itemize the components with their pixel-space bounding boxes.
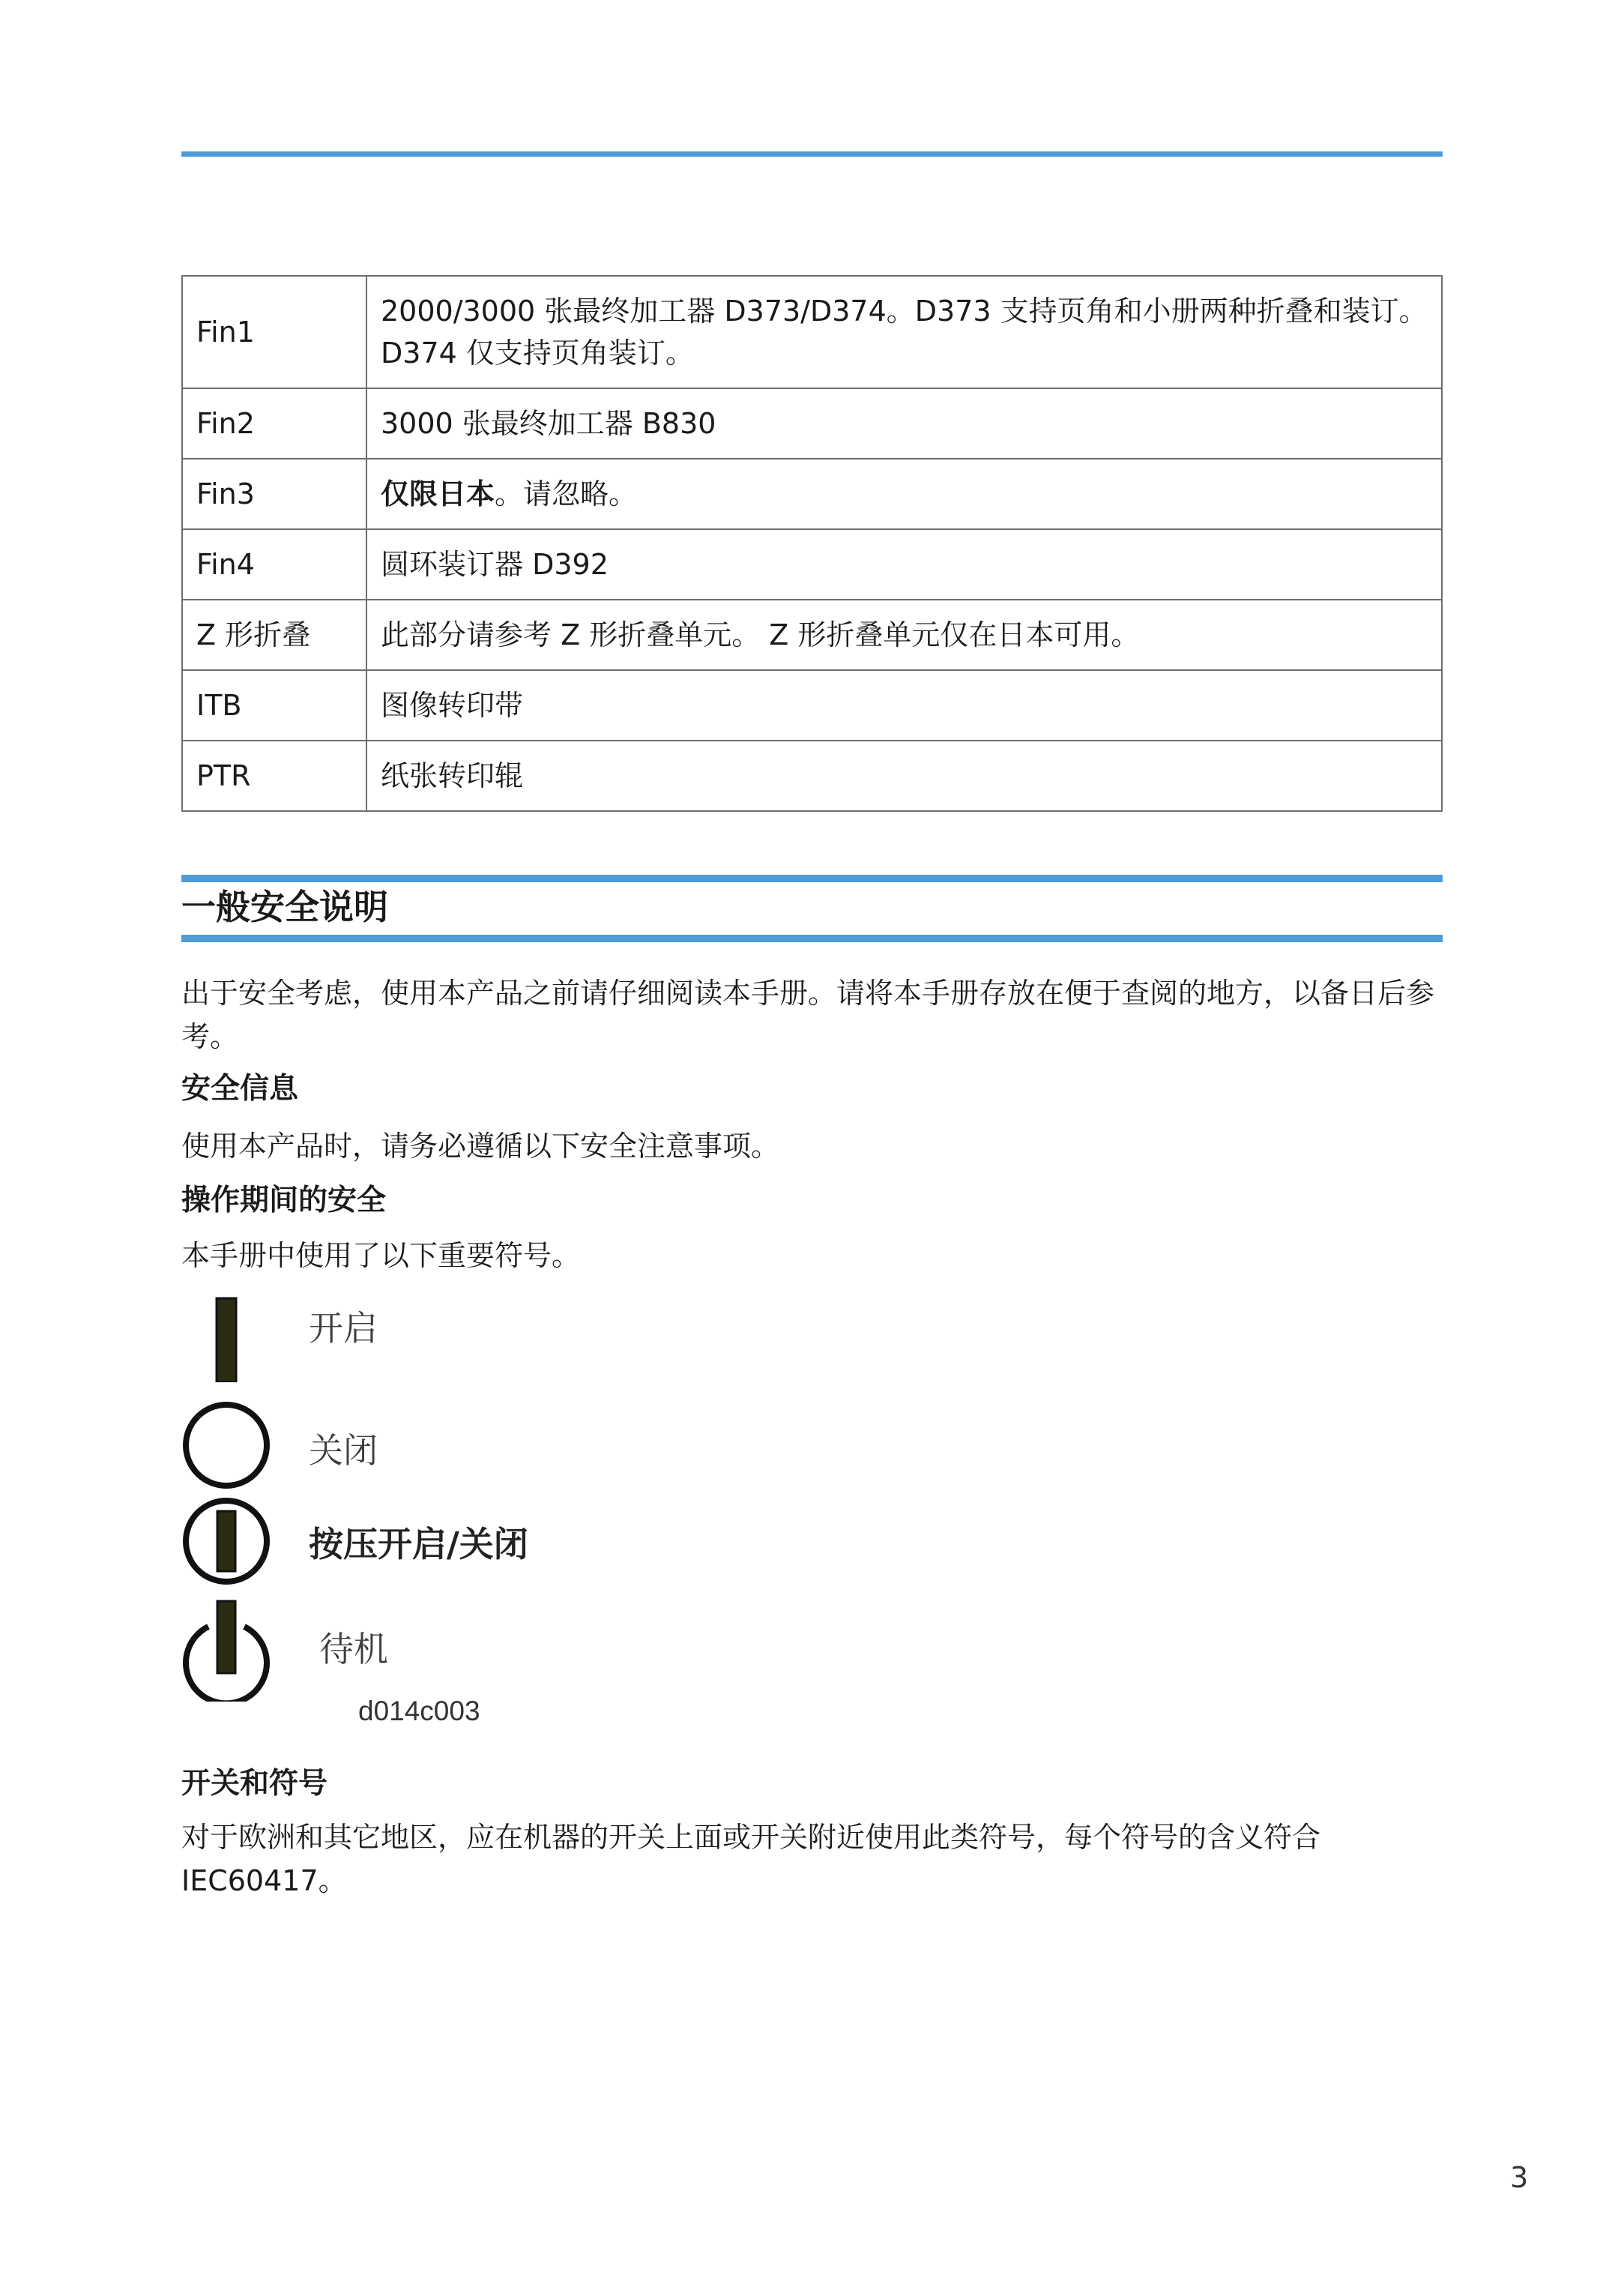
table-desc: 圆环装订器 D392 xyxy=(366,529,1442,600)
abbreviation-table xyxy=(181,275,1443,812)
table-row xyxy=(182,600,1442,670)
header-rule xyxy=(181,151,1443,157)
page-number: 3 xyxy=(1510,2161,1529,2194)
standby-icon xyxy=(180,1597,273,1702)
table-row xyxy=(182,459,1442,529)
table-term: Z 形折叠 xyxy=(182,600,366,670)
table-desc-rest: 。请忽略。 xyxy=(495,477,638,510)
table-desc xyxy=(366,459,1442,529)
symbol-label-off: 关闭 xyxy=(309,1430,378,1471)
table-term: Fin4 xyxy=(182,529,366,600)
operation-heading: 操作期间的安全 xyxy=(181,1184,387,1217)
table-row xyxy=(182,741,1442,811)
section-rule-top xyxy=(181,875,1443,882)
power-toggle-icon xyxy=(180,1495,273,1588)
table-term: PTR xyxy=(182,741,366,811)
figure-id: d014c003 xyxy=(358,1696,480,1726)
table-term: Fin1 xyxy=(182,276,366,388)
table-term: Fin3 xyxy=(182,459,366,529)
table-desc: 纸张转印辊 xyxy=(366,741,1442,811)
symbol-label-push-on-off: 按压开启/关闭 xyxy=(309,1524,528,1564)
intro-paragraph: 出于安全考虑，使用本产品之前请仔细阅读本手册。请将本手册存放在便于查阅的地方，以备日后参考。 xyxy=(181,977,1435,1053)
symbol-label-on: 开启 xyxy=(309,1308,378,1349)
table-desc: 2000/3000 张最终加工器 D373/D374。D373 支持页角和小册两种折叠和装订。D374 仅支持页角装订。 xyxy=(366,276,1442,388)
safety-info-text: 使用本产品时，请务必遵循以下安全注意事项。 xyxy=(181,1130,780,1163)
table-row xyxy=(182,276,1442,388)
table-desc: 3000 张最终加工器 B830 xyxy=(366,388,1442,459)
section-title: 一般安全说明 xyxy=(181,887,388,927)
symbol-label-standby: 待机 xyxy=(319,1629,388,1669)
table-row xyxy=(182,670,1442,741)
power-on-icon xyxy=(180,1289,273,1382)
table-row xyxy=(182,529,1442,600)
table-desc: 图像转印带 xyxy=(366,670,1442,741)
table-row xyxy=(182,388,1442,459)
power-off-icon xyxy=(180,1399,273,1492)
table-desc: 此部分请参考 Z 形折叠单元。 Z 形折叠单元仅在日本可用。 xyxy=(366,600,1442,670)
table-desc-bold: 仅限日本 xyxy=(381,477,495,510)
table-term: Fin2 xyxy=(182,388,366,459)
safety-info-heading: 安全信息 xyxy=(181,1072,299,1106)
section-rule-bottom xyxy=(181,935,1443,942)
operation-text: 本手册中使用了以下重要符号。 xyxy=(181,1239,581,1272)
table-term: ITB xyxy=(182,670,366,741)
switches-heading: 开关和符号 xyxy=(181,1767,328,1801)
switches-text: 对于欧洲和其它地区，应在机器的开关上面或开关附近使用此类符号，每个符号的含义符合IEC60417。 xyxy=(181,1821,1321,1897)
